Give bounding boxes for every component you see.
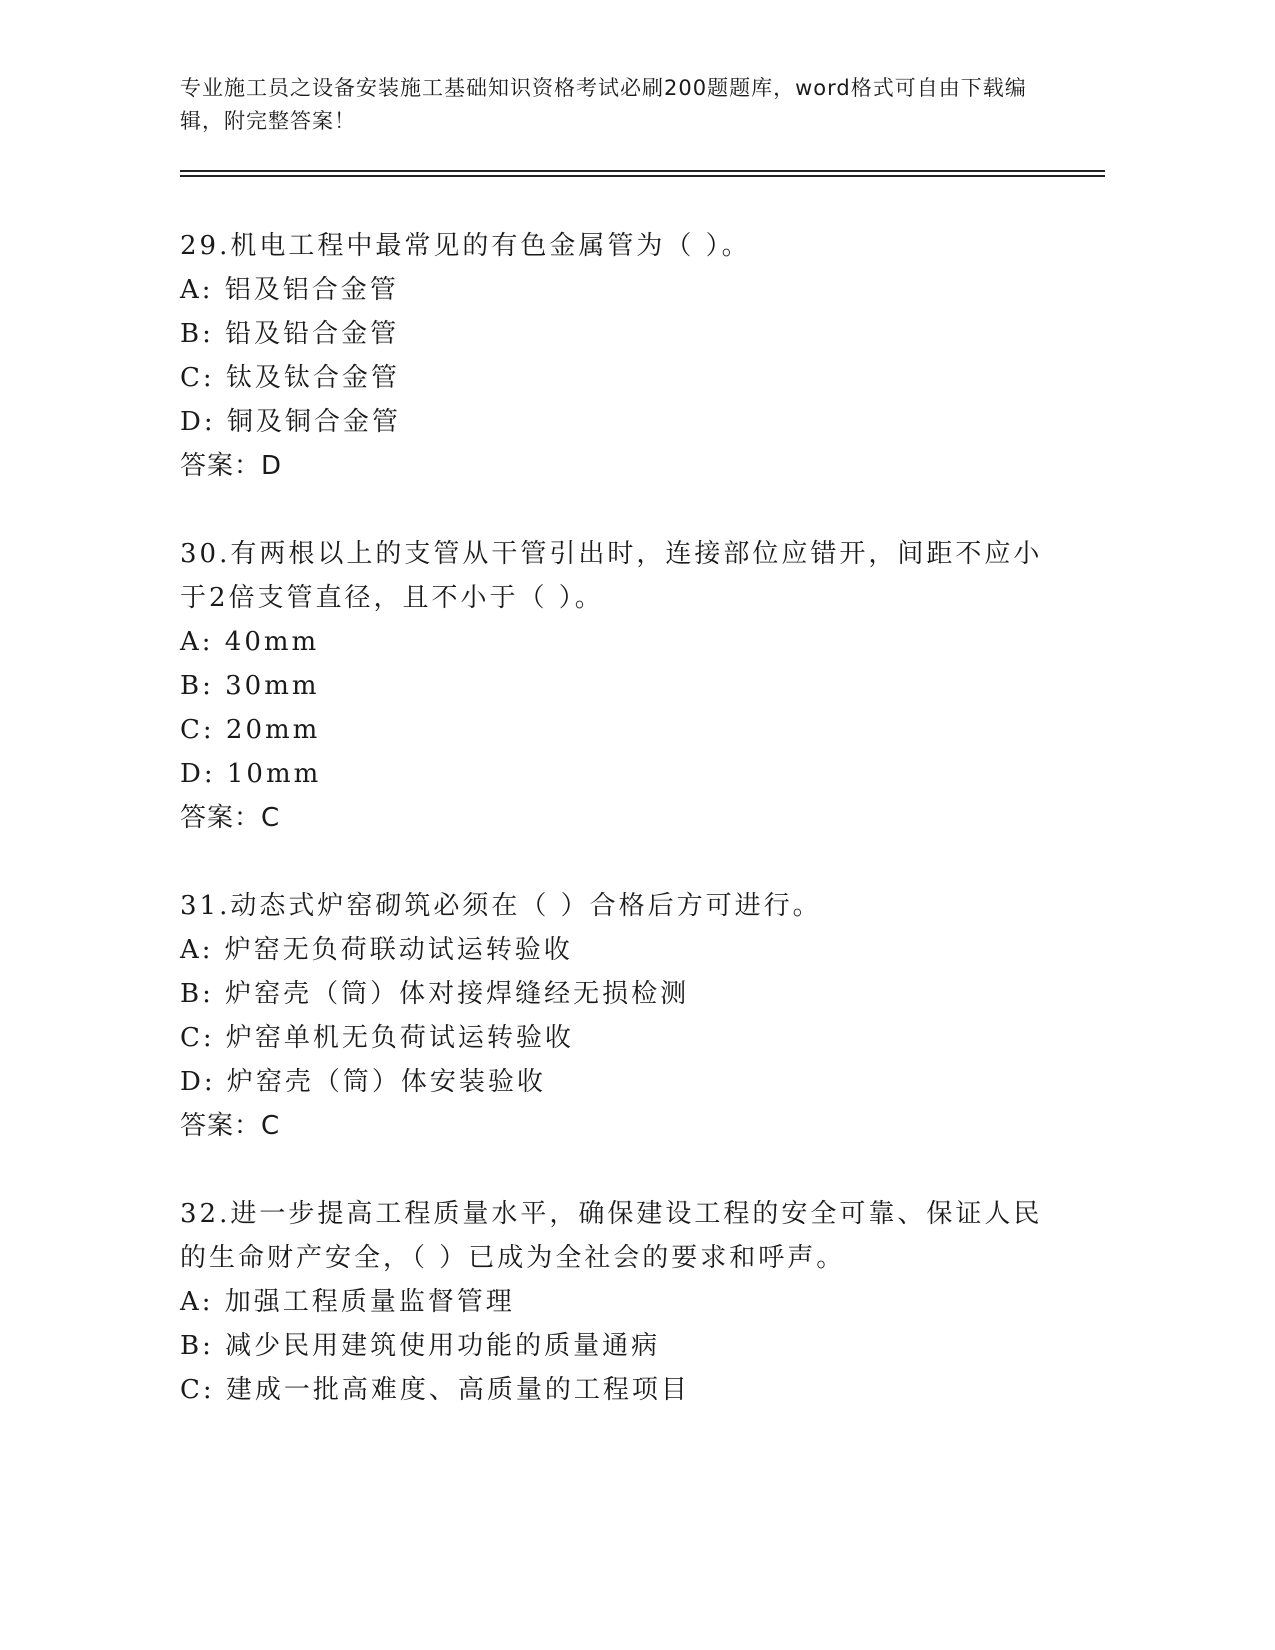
option-a: A: 加强工程质量监督管理 [180, 1287, 515, 1317]
option-c: C: 20mm [180, 715, 321, 745]
question-text: 31.动态式炉窑砌筑必须在（ ）合格后方可进行。 [180, 891, 822, 921]
answer-line: 答案：C [180, 803, 281, 833]
option-b: B: 30mm [180, 671, 320, 701]
header-rule-top [180, 170, 1105, 172]
option-a: A: 炉窑无负荷联动试运转验收 [180, 935, 573, 965]
question-29 [180, 224, 1050, 488]
question-30 [180, 532, 1050, 840]
question-list [180, 224, 1050, 1456]
question-text: 30.有两根以上的支管从干管引出时，连接部位应错开，间距不应小于2倍支管直径，且不小于（ ）。 [180, 539, 1043, 613]
document-header: 专业施工员之设备安装施工基础知识资格考试必刷200题题库，word格式可自由下载编辑，附完整答案！ [180, 76, 1027, 133]
question-text: 29.机电工程中最常见的有色金属管为（ ）。 [180, 231, 751, 261]
option-c: C: 炉窑单机无负荷试运转验收 [180, 1023, 574, 1053]
option-b: B: 炉窑壳（筒）体对接焊缝经无损检测 [180, 979, 690, 1009]
option-a: A: 40mm [180, 627, 320, 657]
option-c: C: 建成一批高难度、高质量的工程项目 [180, 1375, 690, 1405]
option-c: C: 钛及钛合金管 [180, 363, 400, 393]
question-31 [180, 884, 1050, 1148]
option-d: D: 铜及铜合金管 [180, 407, 401, 437]
header-rule-bottom [180, 175, 1105, 177]
option-b: B: 铅及铅合金管 [180, 319, 400, 349]
option-a: A: 铝及铝合金管 [180, 275, 399, 305]
option-d: D: 炉窑壳（筒）体安装验收 [180, 1067, 546, 1097]
answer-line: 答案：C [180, 1111, 281, 1141]
option-b: B: 减少民用建筑使用功能的质量通病 [180, 1331, 661, 1361]
question-32 [180, 1192, 1050, 1412]
answer-line: 答案：D [180, 451, 283, 481]
option-d: D: 10mm [180, 759, 322, 789]
question-text: 32.进一步提高工程质量水平，确保建设工程的安全可靠、保证人民的生命财产安全，（ ）已成为全社会的要求和呼声。 [180, 1199, 1043, 1273]
